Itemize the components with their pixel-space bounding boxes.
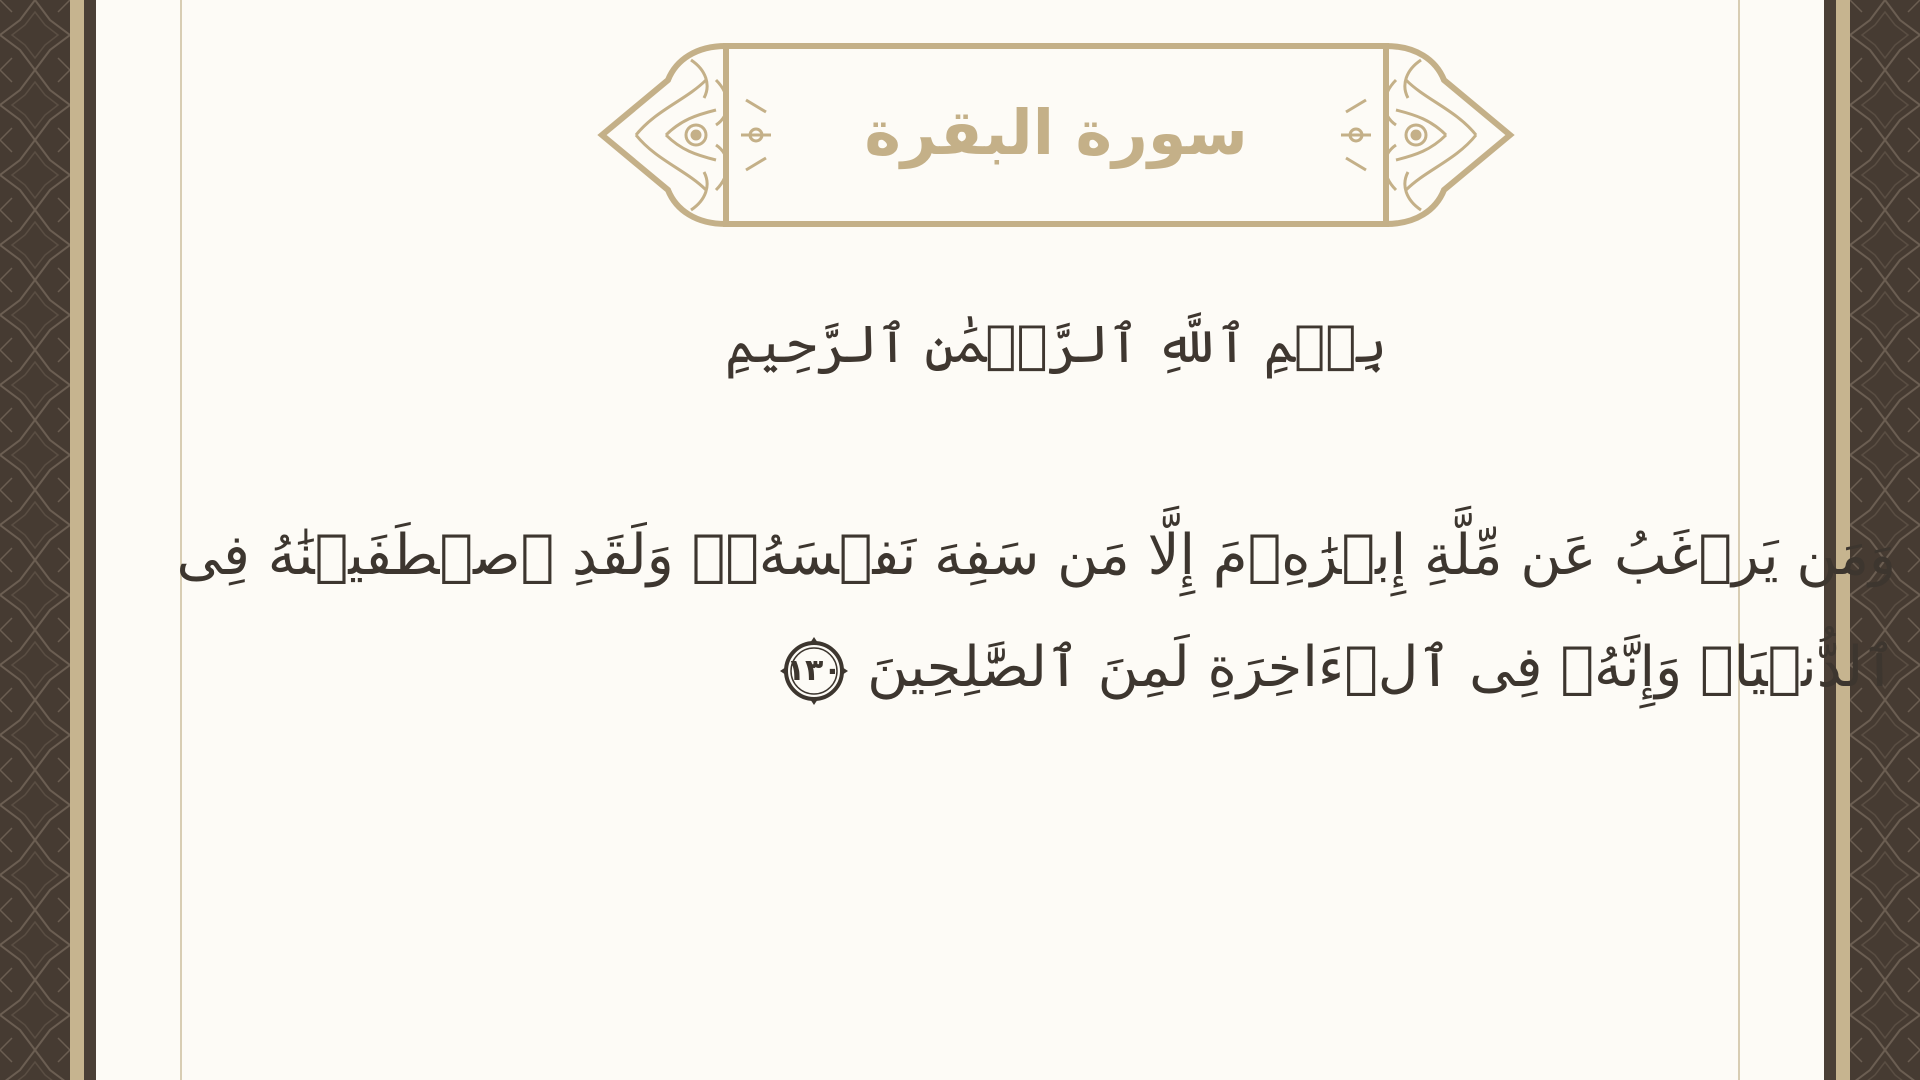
left-gold-rail: [70, 0, 84, 1080]
verse-text: [176, 500, 1896, 724]
geometric-pattern-icon: [0, 0, 70, 1080]
mushaf-page: [96, 0, 1896, 1080]
ayah-number: ١٣٠: [786, 652, 842, 688]
basmala: بِسۡمِ ٱللَّهِ ٱلرَّحۡمَٰنِ ٱلرَّحِيمِ: [725, 315, 1387, 375]
verse-line-2: [332, 612, 1896, 724]
verse-line-1: وَمَن يَرۡغَبُ عَن مِّلَّةِ إِبۡرَٰهِۦمَ إِلَّا مَن سَفِهَ نَفۡسَهُۥۚ وَلَقَدِ ٱصۡطَفَيۡنَٰهُ فِى: [176, 523, 1896, 588]
left-pattern-border: [0, 0, 70, 1080]
surah-title: سورة البقرة: [864, 95, 1248, 169]
surah-title-banner: [596, 40, 1516, 230]
verse-line-2-text: ٱلدُّنۡيَاۖ وَإِنَّهُۥ فِى ٱلۡءَاخِرَةِ لَمِنَ ٱلصَّٰلِحِينَ: [867, 635, 1896, 700]
ayah-marker: [779, 636, 849, 706]
